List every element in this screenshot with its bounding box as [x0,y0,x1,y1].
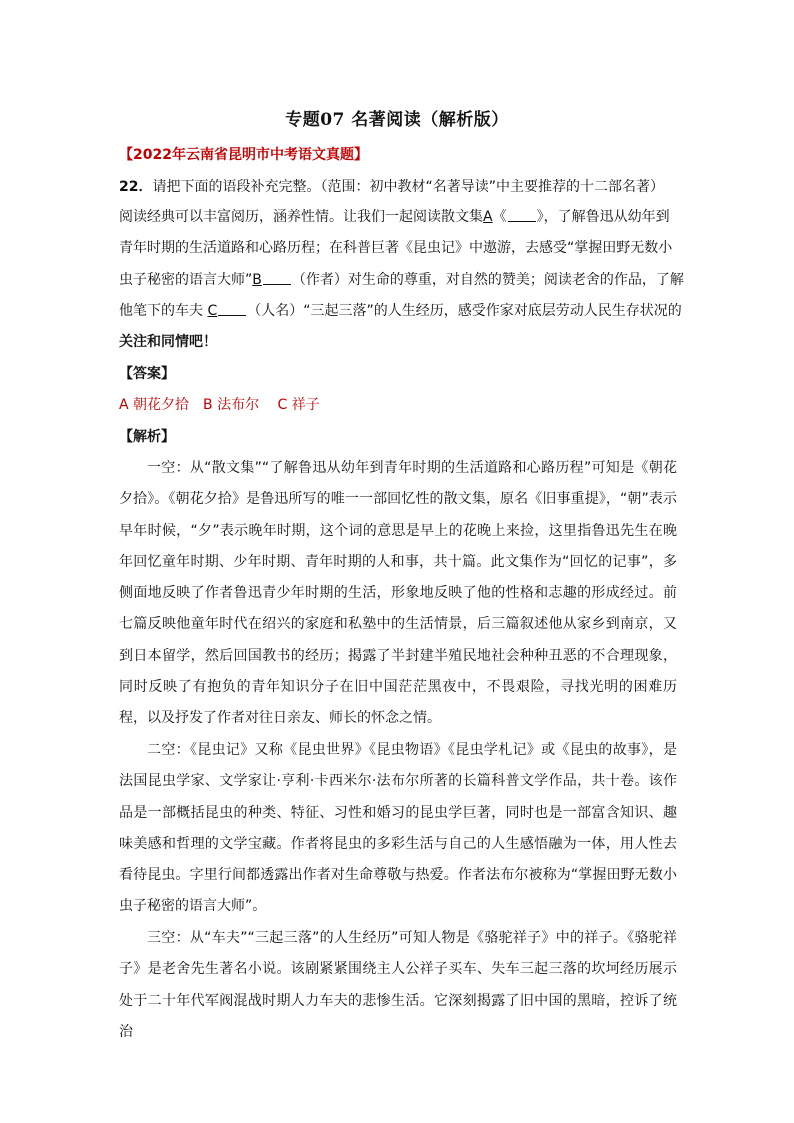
analysis-paragraph-1: 一空：从“散文集”“了解鲁迅从幼年到青年时期的生活道路和心路历程”可知是《朝花夕拾》。《朝花夕拾》是鲁迅所写的唯一一部回忆性的散文集，原名《旧事重提》，“朝”表示早年时候，“夕”表示晚年时期，这个词的意思是早上的花晚上来捡，这里指鲁迅先生在晚年回忆童年时期、少年时期、青年时期的人和事，共十篇。此文集作为“回忆的记事”，多侧面地反映了作者鲁迅青少年时期的生活，形象地反映了他的性格和志趣的形成经过。前七篇反映他童年时代在绍兴的家庭和私塾中的生活情景，后三篇叙述他从家乡到南京，又到日本留学，然后回国教书的经历；揭露了半封建半殖民地社会种种丑恶的不合理现象，同时反映了有抱负的青年知识分子在旧中国茫茫黑夜中，不畏艰险，寻找光明的困难历程，以及抒发了作者对往日亲友、师长的怀念之情。 [119,460,677,727]
blank-b[interactable] [263,271,291,285]
page-title: 专题07 名著阅读（解析版） [285,110,509,130]
answer-label: 【答案】 [119,366,175,382]
analysis-paragraph-3: 三空：从“车夫”“三起三落”的人生经历”可知人物是《骆驼祥子》中的祥子。《骆驼祥子》是老舍先生著名小说。该剧紧紧围绕主人公祥子买车、失车三起三落的坎坷经历展示处于二十年代军阀混战时期人力车夫的悲惨生活。它深刻揭露了旧中国的黑暗，控诉了统治 [119,930,677,1040]
book-bracket-close: 》 [536,209,544,225]
question-text: 他笔下的车夫 [119,303,208,319]
blank-a[interactable] [508,208,536,222]
blank-c[interactable] [218,302,246,316]
blank-b-letter: B [252,272,262,288]
question-text: （作者）对生命的尊重，对自然的赞美；阅读老舍的作品，了解 [291,272,684,288]
question-line-1 [119,207,670,227]
question-number: 22． [119,179,153,195]
question-text: 阅读经典可以丰富阅历，涵养性情。让我们一起阅读散文集 [119,209,483,225]
question-prompt-line [119,177,664,197]
blank-c-letter: C [207,303,218,319]
question-line-4 [119,301,682,321]
analysis-label: 【解析】 [119,429,175,445]
book-bracket-open: 《 [492,209,507,225]
source-label: 【2022年云南省昆明市中考语文真题】 [119,147,368,163]
question-text: （人名）“三起三落”的人生经历，感受作家对底层劳动人民生存状况的 [247,303,682,319]
question-line-2: 青年时期的生活道路和心路历程；在科普巨著《昆虫记》中遨游，去感受“掌握田野无数小 [119,240,673,256]
question-text: ，了解鲁迅从幼年到 [543,209,670,225]
analysis-paragraph-2: 二空：《昆虫记》又称《昆虫世界》《昆虫物语》《昆虫学札记》或《昆虫的故事》，是法国昆虫学家、文学家让·亨利·卡西米尔·法布尔所著的长篇科普文学作品，共十卷。该作品是一部概括昆虫的种类、特征、习性和婚习的昆虫学巨著，同时也是一部富含知识、趣味美感和哲理的文学宝藏。作者将昆虫的多彩生活与自己的人生感悟融为一体，用人性去看待昆虫。字里行间都透露出作者对生命尊敬与热爱。作者法布尔被称为“掌握田野无数小虫子秘密的语言大师”。 [119,742,677,915]
question-line-5: 关注和同情吧！ [119,334,217,350]
question-line-3 [119,270,684,290]
answer-content: A 朝花夕拾 B 法布尔 C 祥子 [119,397,320,413]
blank-a-letter: A [483,209,493,225]
question-text: 虫子秘密的语言大师” [119,272,253,288]
question-prompt: 请把下面的语段补充完整。（范围：初中教材“名著导读”中主要推荐的十二部名著） [152,179,664,195]
